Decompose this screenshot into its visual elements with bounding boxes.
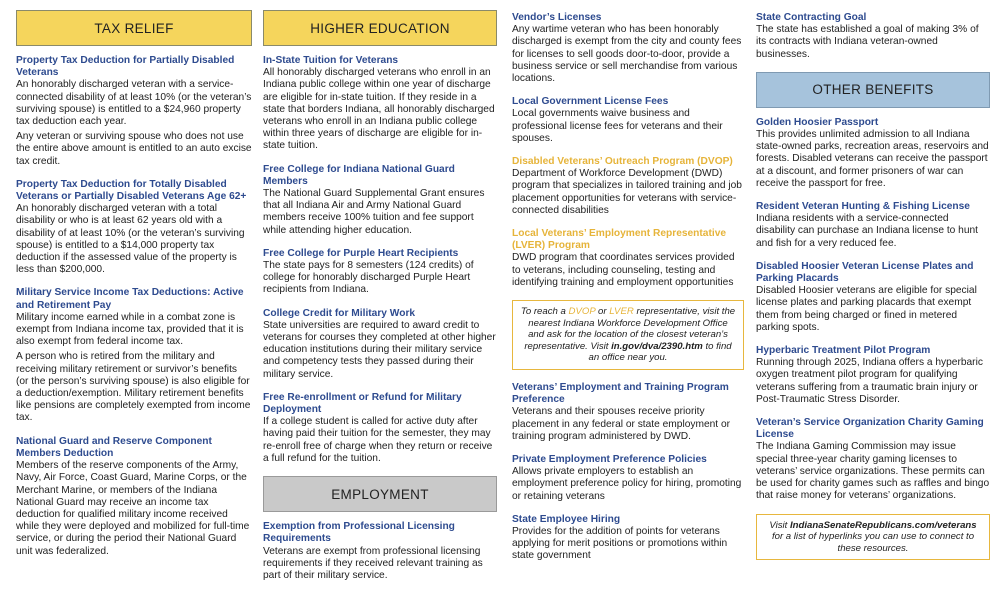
section-heading: State Contracting Goal: [756, 12, 867, 23]
section-heading: Disabled Hoosier Veteran License Plates and Parking Placards: [756, 260, 974, 285]
section-text: Provides for the addition of points for veterans applying for merit positions or promotions within state government: [512, 526, 728, 562]
section-heading: Free Re-enrollment or Refund for Military Deployment: [263, 391, 462, 416]
callout-lver: LVER: [609, 306, 634, 318]
callout-text: representative, visit the nearest Indiana Workforce Development Office and ask for the location of the closest veteran’s representative. Visit: [524, 306, 736, 352]
section-text: The National Guard Supplemental Grant ensures that all Indiana Air and Army National Guard members receive 100% tuition and fee support while attending higher education.: [263, 188, 485, 236]
section-total-disability-deduction: [16, 179, 252, 277]
section-heading: Veteran’s Service Organization Charity Gaming License: [756, 417, 984, 441]
dvop-lver-callout: [512, 300, 744, 370]
section-training-preference: [512, 382, 744, 443]
section-in-state-tuition: [263, 55, 497, 153]
section-heading: State Employee Hiring: [512, 513, 621, 525]
other-benefits-banner: OTHER BENEFITS: [756, 72, 990, 108]
section-state-hiring: [512, 514, 744, 563]
column-other-benefits: [756, 12, 990, 572]
section-heading: Veterans’ Employment and Training Program Preference: [512, 382, 729, 406]
section-heading: Military Service Income Tax Deductions: Active and Retirement Pay: [16, 287, 244, 311]
section-heading: Disabled Veterans’ Outreach Program (DVOP): [512, 156, 733, 168]
section-text: Local governments waive business and professional license fees for veterans and their spouses.: [512, 108, 723, 144]
section-heading: Local Veterans’ Employment Representative (LVER) Program: [512, 228, 727, 252]
section-military-income-deduction: [16, 287, 252, 424]
section-heading: Golden Hoosier Passport: [756, 116, 879, 128]
section-partial-disability-deduction: [16, 55, 252, 168]
section-contracting-goal: [756, 12, 990, 61]
callout-link[interactable]: IndianaSenateRepublicans.com/veterans: [790, 519, 977, 531]
section-hunting-fishing: [756, 201, 990, 250]
section-text: Disabled Hoosier veterans are eligible for special license plates and parking placards that exempt them from being charged or fined in metered parking spots.: [756, 285, 977, 333]
section-reenrollment-refund: [263, 392, 497, 465]
section-heading: College Credit for Military Work: [263, 307, 416, 319]
section-heading: Vendor’s Licenses: [512, 12, 602, 23]
section-text: Veterans are exempt from professional licensing requirements if they received relevant training as part of their military service.: [263, 545, 483, 581]
higher-education-banner: HIGHER EDUCATION: [263, 10, 497, 46]
section-heading: Resident Veteran Hunting & Fishing License: [756, 201, 970, 213]
section-text: Department of Workforce Development (DWD) program that specializes in tailored training and job placement opportunities for veterans with service-connected disabilities: [512, 168, 742, 216]
section-text: Veterans and their spouses receive priority placement in any federal or state employment or training program administered by DWD.: [512, 406, 731, 442]
section-text: Allows private employers to establish an employment preference policy for hiring, promoting or retaining veterans: [512, 466, 742, 502]
tax-relief-banner: TAX RELIEF: [16, 10, 252, 46]
column-employment: [512, 12, 744, 574]
section-purple-heart-college: [263, 248, 497, 297]
section-heading: Free College for Indiana National Guard Members: [263, 163, 455, 187]
callout-dvop: DVOP: [568, 306, 596, 318]
section-lver: [512, 228, 744, 289]
section-heading: In-State Tuition for Veterans: [263, 55, 399, 66]
section-text: An honorably discharged veteran with a total disability or who is at least 62 years old with a disability of at least 10% (or the veteran’s surviving spouse) is entitled to a $14,000 property tax deduction if the assessed value of the property is less than $200,000.: [16, 203, 245, 276]
section-hyperbaric: [756, 345, 990, 406]
section-heading: Exemption from Professional Licensing Requirements: [263, 521, 455, 545]
column-tax-relief: [16, 10, 252, 569]
section-text: If a college student is called for active duty after having paid their tuition for the semester, they may re-enroll free of charge when they return or receive a full refund for the tuition.: [263, 416, 493, 464]
section-text: A person who is retired from the military and receiving military retirement or survivor’s benefits (or the person’s surviving spouse) is also eligible for a deduction/exemption. Military retirement benefits like pensions are completely exempted from income tax.: [16, 351, 251, 424]
callout-text: to find an office near you.: [588, 340, 732, 364]
callout-link[interactable]: in.gov/dva/2390.htm: [611, 340, 703, 352]
section-text: This provides unlimited admission to all Indiana state-owned parks, recreation areas, reservoirs and forests. Disabled veterans can receive the passport at a discount, and former prisoners of war can receive the passport for free.: [756, 129, 989, 189]
employment-banner: EMPLOYMENT: [263, 476, 497, 512]
resources-callout: [756, 514, 990, 561]
section-national-guard-college: [263, 164, 497, 237]
section-heading: Private Employment Preference Policies: [512, 454, 707, 466]
callout-text: or: [595, 306, 610, 318]
section-text: State universities are required to award credit to veterans for courses they completed at other higher education institutions during their military service and competency tests they passed during their military service.: [263, 319, 496, 380]
section-private-preference: [512, 454, 744, 503]
section-license-plates: [756, 261, 990, 334]
column-higher-education: [263, 10, 497, 593]
section-heading: Property Tax Deduction for Partially Disabled Veterans: [16, 55, 235, 79]
section-heading: Hyperbaric Treatment Pilot Program: [756, 345, 931, 357]
section-heading: Local Government License Fees: [512, 96, 669, 108]
section-college-credit: [263, 308, 497, 381]
section-text: The state has established a goal of making 3% of its contracts with Indiana veteran-owned businesses.: [756, 24, 979, 60]
section-text: The state pays for 8 semesters (124 credits) of college for honorably discharged Purple Heart recipients from Indiana.: [263, 260, 474, 296]
callout-text: Visit: [769, 519, 790, 531]
section-charity-gaming: [756, 417, 990, 502]
section-local-license-fees: [512, 96, 744, 145]
section-text: Military income earned while in a combat zone is exempt from Indiana income tax, provided that it is also exempt from federal income tax.: [16, 311, 244, 348]
section-text: Members of the reserve components of the Army, Navy, Air Force, Coast Guard, Marine Corps, or the Merchant Marine, or members of the Indiana National Guard may receive an income tax deduction for qualified military income received while they were deployed and mobilized for full-time service, or during the period their National Guard unit was federalized.: [16, 460, 250, 557]
section-vendor-licenses: [512, 12, 744, 85]
section-text: DWD program that coordinates services provided to veterans, including counseling, testing and identifying training and employment opportunities: [512, 252, 735, 288]
section-heading: Property Tax Deduction for Totally Disabled Veterans or Partially Disabled Veterans Age 62+: [16, 178, 247, 203]
section-text: Indiana residents with a service-connected disability can purchase an Indiana license to hunt and fish for a very reduced fee.: [756, 213, 979, 249]
section-golden-hoosier: [756, 117, 990, 190]
section-text: An honorably discharged veteran with a service-connected disability of at least 10% (or the veteran’s surviving spouse) is entitled to a $24,960 property tax deduction each year.: [16, 79, 252, 128]
section-text: Any veteran or surviving spouse who does not use the entire above amount is entitled to an auto excise tax credit.: [16, 131, 252, 167]
section-text: All honorably discharged veterans who enroll in an Indiana public college within one year of discharge are eligible for in-state tuition. If they reside in a state that borders Indiana, all honorably discharged veterans who enroll in an Indiana public college within three years of discharge are eligible for in-state tuition.: [263, 67, 495, 152]
section-text: Any wartime veteran who has been honorably discharged is exempt from the city and county fees for licenses to sell goods door-to-door, provide a business service or sell merchandise from various locations.: [512, 24, 742, 85]
section-dvop: [512, 156, 744, 217]
section-licensing-exemption: [263, 521, 497, 582]
section-heading: National Guard and Reserve Component Members Deduction: [16, 435, 212, 459]
callout-text: for a list of hyperlinks you can use to connect to these resources.: [771, 531, 975, 554]
section-national-guard-deduction: [16, 436, 252, 558]
section-heading: Free College for Purple Heart Recipients: [263, 247, 459, 259]
section-text: The Indiana Gaming Commission may issue special three-year charity gaming licenses to veterans’ service organizations. These permits can be used for charity games such as raffles and bingo that raise money for veterans’ organizations.: [756, 441, 990, 502]
section-text: Running through 2025, Indiana offers a hyperbaric oxygen treatment pilot program for qualifying veterans suffering from a traumatic brain injury or Post-Traumatic Stress Disorder.: [756, 357, 983, 405]
callout-text: To reach a: [520, 306, 569, 318]
